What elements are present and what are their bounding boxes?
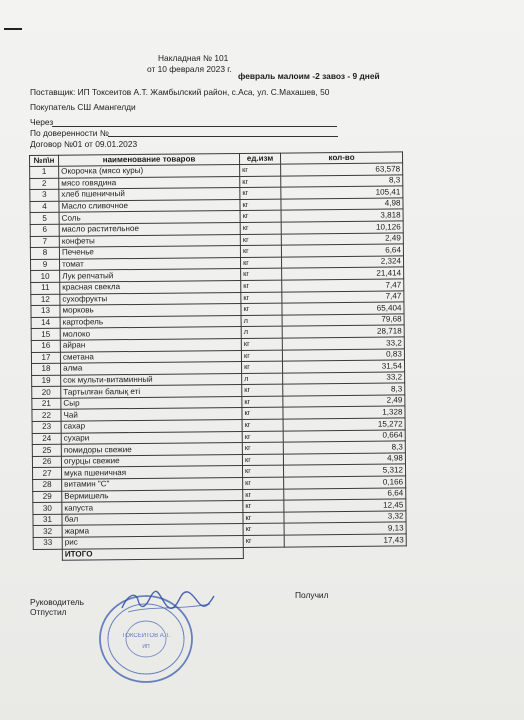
row-qty: 8,3 <box>283 383 405 396</box>
row-name: конфеты <box>59 234 240 247</box>
row-name: рис <box>62 535 243 548</box>
row-unit: кг <box>240 257 281 269</box>
row-number: 3 <box>30 189 59 201</box>
row-qty: 33,2 <box>283 372 405 385</box>
proxy-label: По доверенности № <box>30 128 109 138</box>
row-name: алма <box>61 362 242 375</box>
row-name: Масло сливочное <box>59 199 240 212</box>
row-qty: 0,664 <box>283 430 405 443</box>
row-unit: кг <box>243 500 284 512</box>
row-unit: кг <box>241 292 282 304</box>
row-qty: 63,578 <box>281 163 403 176</box>
row-qty: 1,328 <box>283 406 405 419</box>
row-name: молоко <box>60 327 241 340</box>
row-name: масло растительное <box>59 222 240 235</box>
row-name: Соль <box>59 211 240 224</box>
row-name: витамин "С" <box>62 477 243 490</box>
row-number: 2 <box>30 178 59 190</box>
row-unit: кг <box>241 338 282 350</box>
row-qty: 33,2 <box>282 337 404 350</box>
row-qty: 2,49 <box>281 232 403 245</box>
row-name: томат <box>59 257 240 270</box>
row-number: 31 <box>33 514 62 526</box>
row-number: 11 <box>31 282 60 294</box>
row-qty: 6,64 <box>284 488 406 501</box>
row-name: сухофрукты <box>60 292 241 305</box>
row-unit: кг <box>242 466 283 478</box>
row-unit: кг <box>243 477 284 489</box>
row-qty: 10,126 <box>281 221 403 234</box>
row-qty: 7,47 <box>282 279 404 292</box>
row-name: сок мульти-витаминный <box>61 373 242 386</box>
released-label: Отпустил <box>30 607 67 617</box>
row-number: 7 <box>30 236 59 248</box>
row-unit: кг <box>242 442 283 454</box>
row-unit: кг <box>242 431 283 443</box>
row-name: Тартылған балық еті <box>61 385 242 398</box>
row-unit: кг <box>243 489 284 501</box>
row-number: 17 <box>31 352 60 364</box>
row-number: 26 <box>32 456 61 468</box>
row-number: 29 <box>33 491 62 503</box>
row-name: бал <box>62 512 243 525</box>
row-number: 19 <box>32 375 61 387</box>
row-unit: кг <box>240 176 281 188</box>
row-qty: 17,43 <box>284 534 406 547</box>
row-qty: 2,324 <box>281 256 403 269</box>
row-unit: кг <box>242 454 283 466</box>
row-name: сахар <box>61 420 242 433</box>
row-unit: кг <box>242 408 283 420</box>
row-number: 14 <box>31 317 60 329</box>
row-unit: кг <box>240 210 281 222</box>
row-number: 16 <box>31 340 60 352</box>
row-qty: 0,166 <box>284 476 406 489</box>
row-number: 9 <box>31 259 60 271</box>
row-number: 18 <box>32 363 61 375</box>
row-unit: кг <box>243 512 284 524</box>
row-unit: л <box>241 326 282 338</box>
row-unit: кг <box>241 303 282 315</box>
row-unit: кг <box>242 384 283 396</box>
row-unit: кг <box>240 245 281 257</box>
row-name: Сыр <box>61 396 242 409</box>
col-header-qty: кол-во <box>280 152 402 164</box>
row-qty: 3,32 <box>284 511 406 524</box>
supplier-line: Поставщик: ИП Токсеитов А.Т. Жамбылский район, с.Аса, ул. С.Махашев, 50 <box>30 87 330 97</box>
row-unit: кг <box>243 535 284 547</box>
row-number: 8 <box>30 247 59 259</box>
invoice-date: от 10 февраля 2023 г. <box>147 64 232 74</box>
row-number: 5 <box>30 213 59 225</box>
row-name: мясо говядина <box>59 176 240 189</box>
row-number: 12 <box>31 294 60 306</box>
proxy-underline <box>108 136 338 137</box>
row-qty: 9,13 <box>284 522 406 535</box>
row-qty: 3,818 <box>281 209 403 222</box>
row-name: картофель <box>60 315 241 328</box>
row-number: 13 <box>31 305 60 317</box>
row-name: Чай <box>61 408 242 421</box>
row-unit: л <box>242 373 283 385</box>
top-mark <box>4 28 22 30</box>
row-number: 25 <box>32 444 61 456</box>
contract-line: Договор №01 от 09.01.2023 <box>30 139 138 149</box>
row-name: Окорочка (мясо куры) <box>59 164 240 177</box>
col-header-name: наименование товаров <box>59 153 240 166</box>
row-number: 33 <box>33 537 62 549</box>
svg-text:ИП: ИП <box>142 644 150 650</box>
row-number: 20 <box>32 386 61 398</box>
row-qty: 0,83 <box>282 348 404 361</box>
row-unit: кг <box>241 361 282 373</box>
row-qty: 28,718 <box>282 325 404 338</box>
via-underline <box>52 126 337 127</box>
row-qty: 5,312 <box>283 464 405 477</box>
row-number: 22 <box>32 410 61 422</box>
total-label: ИТОГО <box>62 547 243 560</box>
row-qty: 7,47 <box>282 290 404 303</box>
row-number: 6 <box>30 224 59 236</box>
row-unit: кг <box>240 187 281 199</box>
col-header-num: №п\н <box>30 155 59 166</box>
row-qty: 2,49 <box>283 395 405 408</box>
row-number: 30 <box>33 502 62 514</box>
row-number: 24 <box>32 433 61 445</box>
row-qty: 4,98 <box>281 198 403 211</box>
goods-table <box>29 151 407 561</box>
row-qty: 6,64 <box>281 244 403 257</box>
row-name: Лук репчатый <box>60 269 241 282</box>
row-number: 1 <box>30 166 59 178</box>
row-unit: кг <box>243 523 284 535</box>
row-name: помидоры свежие <box>61 443 242 456</box>
row-name: Вермишель <box>62 489 243 502</box>
row-qty: 8,3 <box>283 441 405 454</box>
row-name: капуста <box>62 501 243 514</box>
row-name: хлеб пшеничный <box>59 188 240 201</box>
row-qty: 21,414 <box>282 267 404 280</box>
row-unit: кг <box>240 199 281 211</box>
row-name: айран <box>60 338 241 351</box>
row-qty: 105,41 <box>281 186 403 199</box>
row-number: 23 <box>32 421 61 433</box>
row-number: 21 <box>32 398 61 410</box>
row-number: 27 <box>33 468 62 480</box>
row-unit: кг <box>240 164 281 176</box>
row-name: жарма <box>62 524 243 537</box>
row-qty: 8,3 <box>281 175 403 188</box>
row-qty: 65,404 <box>282 302 404 315</box>
row-name: Печенье <box>59 246 240 259</box>
buyer-line: Покупатель СШ Амангелди <box>30 102 136 112</box>
row-number: 15 <box>31 329 60 341</box>
row-unit: кг <box>242 396 283 408</box>
row-unit: кг <box>241 350 282 362</box>
row-unit: л <box>241 315 282 327</box>
row-name: сухари <box>61 431 242 444</box>
row-qty: 4,98 <box>283 453 405 466</box>
row-unit: кг <box>240 222 281 234</box>
row-number: 4 <box>30 201 59 213</box>
row-qty: 15,272 <box>283 418 405 431</box>
row-number: 28 <box>33 479 62 491</box>
row-qty: 31,54 <box>282 360 404 373</box>
row-unit: кг <box>241 280 282 292</box>
manager-label: Руководитель <box>30 597 84 607</box>
row-qty: 79,68 <box>282 314 404 327</box>
row-qty: 12,45 <box>284 499 406 512</box>
received-label: Получил <box>295 590 329 600</box>
row-number: 32 <box>33 526 62 538</box>
row-name: красная свекла <box>60 280 241 293</box>
row-unit: кг <box>240 234 281 246</box>
row-name: морковь <box>60 304 241 317</box>
row-number: 10 <box>31 271 60 283</box>
row-unit: кг <box>241 268 282 280</box>
col-header-unit: ед.изм <box>239 153 280 164</box>
total-row <box>33 545 406 560</box>
row-name: сметана <box>60 350 241 363</box>
row-unit: кг <box>242 419 283 431</box>
row-name: мука пшеничная <box>62 466 243 479</box>
svg-text:ТОКСЕИТОВ А.Т.: ТОКСЕИТОВ А.Т. <box>121 633 171 639</box>
period-note: февраль малоим -2 завоз - 9 дней <box>238 71 380 81</box>
row-name: огурцы свежие <box>61 454 242 467</box>
invoice-number: Накладная № 101 <box>158 53 229 63</box>
via-label: Через <box>30 117 54 127</box>
signature <box>118 588 218 618</box>
